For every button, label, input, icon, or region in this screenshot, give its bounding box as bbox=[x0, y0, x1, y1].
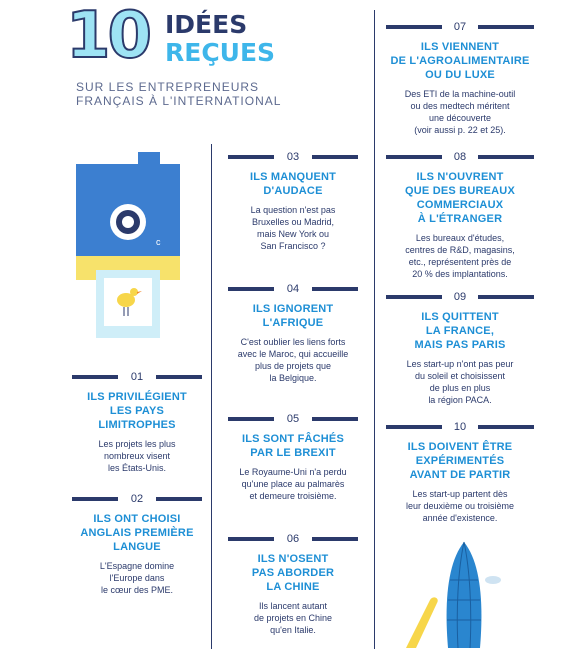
idea-card-02 bbox=[72, 492, 202, 596]
idea-text: L'Espagne domine l'Europe dans le cœur des PME. bbox=[99, 561, 175, 595]
idea-number: 04 bbox=[228, 282, 358, 296]
idea-title: ILS VIENNENT DE L'AGROALIMENTAIRE OU DU LUXE bbox=[390, 41, 530, 81]
idea-text: Les bureaux d'études, centres de R&D, magasins, etc., représentent près de 20 % des implantations. bbox=[405, 233, 515, 279]
svg-text:c: c bbox=[156, 237, 161, 247]
idea-number: 06 bbox=[228, 532, 358, 546]
idea-text: La question n'est pas Bruxelles ou Madrid, mais New York ou San Francisco ? bbox=[250, 205, 336, 251]
idea-text: C'est oublier les liens forts avec le Maroc, qui accueille plus de projets que la Belgique. bbox=[237, 337, 349, 383]
idea-title: ILS SONT FÂCHÉS PAR LE BREXIT bbox=[241, 433, 344, 459]
idea-title: ILS DOIVENT ÊTRE EXPÉRIMENTÉS AVANT DE PARTIR bbox=[407, 441, 513, 481]
idea-text: Les start-up partent dès leur deuxième ou troisième année d'existence. bbox=[405, 489, 515, 523]
idea-card-09 bbox=[386, 290, 534, 406]
idea-text: Ils lancent autant de projets en Chine qu'en Italie. bbox=[253, 601, 333, 635]
subtitle-line-2: FRANÇAIS À L'INTERNATIONAL bbox=[76, 94, 282, 108]
idea-text: Le Royaume-Uni n'a perdu qu'une place au palmarès et demeure troisième. bbox=[239, 467, 347, 501]
idea-card-06 bbox=[228, 532, 358, 636]
idea-number: 09 bbox=[386, 290, 534, 304]
idea-number: 02 bbox=[72, 492, 202, 506]
idea-title: ILS ONT CHOISI ANGLAIS PREMIÈRE LANGUE bbox=[80, 513, 194, 553]
idea-text: Les projets les plus nombreux visent les États-Unis. bbox=[98, 439, 176, 473]
idea-card-07 bbox=[386, 20, 534, 136]
idea-title: ILS N'OUVRENT QUE DES BUREAUX COMMERCIAUX À L'ÉTRANGER bbox=[405, 171, 515, 225]
column-divider-2 bbox=[374, 10, 375, 649]
idea-card-01 bbox=[72, 370, 202, 474]
idea-card-05 bbox=[228, 412, 358, 502]
idea-title: ILS PRIVILÉGIENT LES PAYS LIMITROPHES bbox=[87, 391, 187, 431]
headline-number: 10 bbox=[66, 0, 150, 73]
idea-text: Les start-up n'ont pas peur du soleil et choisissent de plus en plus la région PACA. bbox=[406, 359, 514, 405]
idea-card-03 bbox=[228, 150, 358, 252]
idea-number: 03 bbox=[228, 150, 358, 164]
headline-line-2: REÇUES bbox=[165, 38, 276, 67]
idea-number: 01 bbox=[72, 370, 202, 384]
headline-line-1: IDÉES bbox=[165, 10, 248, 39]
idea-number: 10 bbox=[386, 420, 534, 434]
subtitle bbox=[76, 80, 281, 108]
gherkin-tower-illustration bbox=[400, 540, 510, 650]
idea-number: 05 bbox=[228, 412, 358, 426]
idea-title: ILS IGNORENT L'AFRIQUE bbox=[252, 303, 334, 329]
idea-number: 07 bbox=[386, 20, 534, 34]
idea-text: Des ETI de la machine-outil ou des medtech méritent une découverte (voir aussi p. 22 et 25). bbox=[404, 89, 516, 135]
column-divider-1 bbox=[211, 144, 212, 649]
idea-number: 08 bbox=[386, 150, 534, 164]
idea-card-10 bbox=[386, 420, 534, 524]
idea-card-04 bbox=[228, 282, 358, 384]
camera-illustration bbox=[74, 150, 184, 340]
idea-card-08 bbox=[386, 150, 534, 280]
idea-title: ILS QUITTENT LA FRANCE, MAIS PAS PARIS bbox=[414, 311, 506, 351]
idea-title: ILS N'OSENT PAS ABORDER LA CHINE bbox=[251, 553, 335, 593]
subtitle-line-1: SUR LES ENTREPRENEURS bbox=[76, 80, 260, 94]
idea-title: ILS MANQUENT D'AUDACE bbox=[249, 171, 337, 197]
